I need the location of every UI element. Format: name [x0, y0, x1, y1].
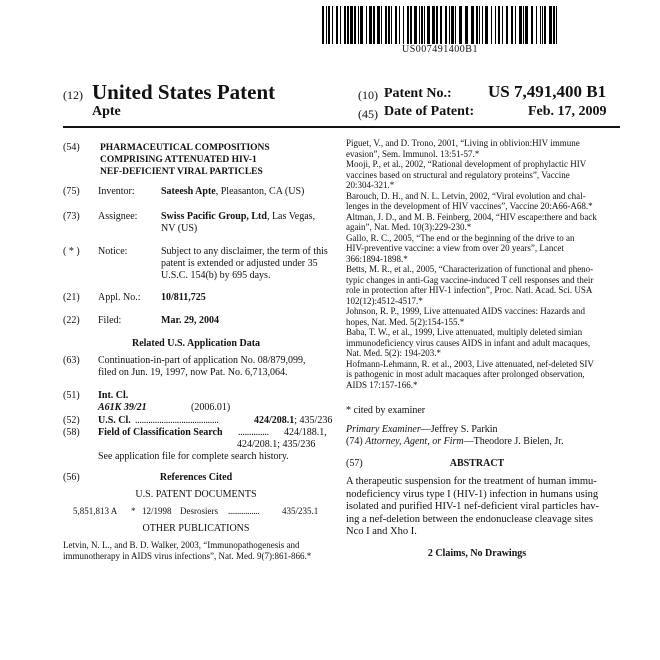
- assignee-name: Swiss Pacific Group, Ltd: [161, 211, 267, 222]
- field-label: Field of Classification Search: [98, 427, 223, 438]
- barcode-bar: [536, 6, 537, 44]
- inventor-name: Sateesh Apte: [161, 186, 216, 197]
- continuation-line: filed on Jun. 19, 1997, now Pat. No. 6,713,064.: [98, 367, 288, 378]
- barcode-bar: [407, 6, 409, 44]
- field-classes-line1: 424/188.1,: [284, 427, 327, 438]
- us-doc-class: 435/235.1: [282, 506, 319, 516]
- barcode-bar: [336, 6, 338, 44]
- barcode-bar: [421, 6, 423, 44]
- barcode-bar: [485, 6, 488, 44]
- patent-title-line: PHARMACEUTICAL COMPOSITIONS: [100, 143, 270, 153]
- uscl-label: U.S. Cl.: [98, 415, 131, 426]
- barcode-bar: [553, 6, 555, 44]
- assignee-code: (73): [63, 211, 80, 222]
- barcode-bar: [525, 6, 528, 44]
- code-10: (10): [358, 88, 378, 102]
- barcode-bar: [515, 6, 516, 44]
- notice-line: U.S.C. 154(b) by 695 days.: [161, 270, 271, 281]
- reference-line: vaccines based on structural and regulatory proteins”, Vaccine: [346, 169, 570, 180]
- barcode-bar: [459, 6, 462, 44]
- barcode-number: US007491400B1: [402, 44, 478, 55]
- date-of-patent-label: Date of Patent:: [384, 104, 475, 119]
- inventor-code: (75): [63, 186, 80, 197]
- barcode-bar: [445, 6, 447, 44]
- barcode-bar: [471, 6, 474, 44]
- patent-number: US 7,491,400 B1: [488, 82, 607, 101]
- reference-line: 102(12):4512-4517.*: [346, 295, 423, 306]
- barcode-bar: [542, 6, 543, 44]
- barcode-bar: [502, 6, 503, 44]
- assignee-label: Assignee:: [98, 211, 138, 222]
- barcode-bar: [399, 6, 400, 44]
- primary-examiner-label: Primary Examiner: [346, 424, 421, 435]
- attorney-label: Attorney, Agent, or Firm: [365, 436, 464, 447]
- reference-line: lenges in the development of HIV vaccines”, Vaccine 20:A66-A68.*: [346, 201, 593, 211]
- us-doc-star: *: [131, 506, 136, 516]
- reference-line: AIDS 17:157-166.*: [346, 379, 418, 390]
- barcode-bar: [455, 6, 456, 44]
- us-doc-number: 5,851,813 A: [73, 506, 118, 516]
- barcode-bar: [322, 6, 324, 44]
- attorney-code: (74): [346, 436, 363, 447]
- right-references-list: [346, 138, 608, 390]
- reference-line: Mooji, P., et al., 2002, “Rational development of prophylactic HIV: [346, 159, 587, 169]
- barcode-bar: [366, 6, 367, 44]
- reference-line: Hofmann-Lehmann, R. et al., 2003, Live attenuated, nef-deleted SIV: [346, 358, 594, 369]
- intcl-class: A61K 39/21: [98, 402, 147, 413]
- patent-title: [100, 142, 270, 178]
- other-publication-line: Letvin, N. L., and B. D. Walker, 2003, “Immunopathogenesis and: [63, 540, 300, 550]
- reference-line: immunodeficiency virus causes AIDS in infant and adult macaques,: [346, 337, 591, 348]
- barcode-bar: [377, 6, 380, 44]
- reference-line: Altman, J. D., and M. B. Feinberg, 2004, “HIV escape:there and back: [346, 211, 597, 222]
- barcode-bar: [391, 6, 392, 44]
- barcode-bar: [344, 6, 346, 44]
- barcode-bar: [340, 6, 341, 44]
- abstract-heading: ABSTRACT: [449, 458, 505, 469]
- continuation-line: Continuation-in-part of application No. 08/879,099,: [98, 355, 306, 366]
- appl-number: 10/811,725: [161, 292, 206, 303]
- reference-line: Johnson, R. P., 1999, Live attenuated AIDS vaccines: Hazards and: [346, 306, 585, 316]
- reference-line: hopes, Nat. Med. 5(2):154-155.*: [346, 316, 465, 327]
- barcode-bar: [491, 6, 492, 44]
- continuation-code: (63): [63, 355, 80, 366]
- patent-title-line: COMPRISING ATTENUATED HIV-1: [100, 155, 257, 165]
- code-45: (45): [358, 107, 378, 121]
- barcode: [322, 6, 558, 44]
- inventor-location: , Pleasanton, CA (US): [215, 186, 305, 197]
- reference-line: Piguet, V., and D. Trono, 2001, “Living in oblivion:HIV immune: [346, 138, 580, 148]
- barcode-bar: [451, 6, 454, 44]
- barcode-bar: [523, 6, 524, 44]
- reference-line: is pathogenic in most adult macaques after prolonged observation,: [346, 369, 585, 379]
- barcode-bar: [381, 6, 382, 44]
- barcode-bar: [410, 6, 412, 44]
- barcode-bar: [495, 6, 496, 44]
- barcode-bar: [479, 6, 480, 44]
- patent-number-label: Patent No.:: [384, 86, 452, 101]
- abstract-code: (57): [346, 458, 363, 469]
- attorney: [346, 436, 564, 448]
- barcode-bar: [540, 6, 541, 44]
- barcode-bar: [440, 6, 442, 44]
- uscl-main-class: 424/208.1: [254, 415, 295, 426]
- reference-line: 20:304-321.*: [346, 180, 395, 190]
- barcode-bar: [388, 6, 390, 44]
- notice-code: ( * ): [63, 246, 80, 257]
- related-data-heading: Related U.S. Application Data: [131, 338, 261, 349]
- barcode-bar: [358, 6, 359, 44]
- us-patent-docs-heading: U.S. PATENT DOCUMENTS: [135, 489, 257, 500]
- barcode-bar: [465, 6, 468, 44]
- barcode-bar: [326, 6, 327, 44]
- date-of-patent: Feb. 17, 2009: [528, 104, 607, 119]
- us-doc-leader-dots: ................: [228, 506, 260, 516]
- barcode-bar: [498, 6, 500, 44]
- notice-label: Notice:: [98, 246, 128, 257]
- abstract-line: A therapeutic suspension for the treatment of human immu-: [346, 476, 597, 487]
- barcode-bar: [544, 6, 546, 44]
- other-publications-heading: OTHER PUBLICATIONS: [142, 523, 250, 534]
- reference-line: evasion”, Sem. Immunol. 13:51-57.*: [346, 148, 480, 159]
- barcode-bar: [414, 6, 417, 44]
- attorney-name: —Theodore J. Bielen, Jr.: [463, 436, 564, 447]
- abstract-line: Nco I and Xho I.: [346, 526, 417, 537]
- reference-line: Betts, M. R., et al., 2005, “Characterization of functional and pheno-: [346, 264, 594, 274]
- references-code: (56): [63, 472, 80, 483]
- abstract-line: ing a nef-deletion between the endonuclease cleavage sites: [346, 513, 593, 525]
- other-publication: [63, 540, 333, 561]
- barcode-bar: [385, 6, 387, 44]
- other-publication-line: immunotherapy in AIDS virus infections”, Nat. Med. 9(7):861-866.*: [63, 550, 312, 561]
- us-doc-name: Desrosiers: [180, 506, 218, 516]
- barcode-bar: [511, 6, 513, 44]
- assignee-field: [161, 211, 315, 223]
- intcl-year: (2006.01): [191, 402, 231, 413]
- title-code: (54): [63, 142, 80, 153]
- abstract-line: nodeficiency virus type I (HIV-1) infection in humans using: [346, 488, 599, 500]
- barcode-bar: [328, 6, 330, 44]
- barcode-bar: [332, 6, 333, 44]
- reference-line: typic changes in anti-Gag vaccine-induced T cell responses and their: [346, 274, 594, 285]
- barcode-bar: [432, 6, 435, 44]
- reference-line: Nat. Med. 5(2): 194-203.*: [346, 348, 441, 358]
- barcode-bar: [427, 6, 430, 44]
- abstract-text: [346, 476, 599, 539]
- filed-label: Filed:: [98, 315, 122, 326]
- reference-line: 366:1894-1898.*: [346, 253, 408, 264]
- uscl-other-classes: ; 435/236: [294, 415, 333, 426]
- field-classes-line2: 424/208.1; 435/236: [237, 439, 316, 450]
- barcode-bar: [449, 6, 450, 44]
- notice-line: patent is extended or adjusted under 35: [161, 258, 318, 269]
- barcode-bar: [373, 6, 375, 44]
- assignee-location: , Las Vegas,: [266, 211, 316, 222]
- code-12: (12): [63, 88, 83, 102]
- claims-summary: 2 Claims, No Drawings: [427, 548, 527, 559]
- barcode-bar: [403, 6, 404, 44]
- barcode-bar: [395, 6, 397, 44]
- field-code: (58): [63, 427, 80, 438]
- header-rule: [63, 126, 620, 128]
- barcode-bar: [476, 6, 478, 44]
- notice-line: Subject to any disclaimer, the term of this: [161, 246, 328, 257]
- uscl-classes: [254, 415, 332, 427]
- barcode-bar: [436, 6, 438, 44]
- reference-line: HIV-preventive vaccine: a view from over 20 years”, Lancet: [346, 243, 564, 253]
- barcode-bar: [424, 6, 425, 44]
- barcode-bar: [519, 6, 522, 44]
- assignee-location-line2: NV (US): [161, 223, 198, 234]
- abstract-line: isolated and purified HIV-1 nef-deficient viral particles hav-: [346, 501, 599, 512]
- barcode-bar: [419, 6, 420, 44]
- primary-examiner: [346, 424, 497, 436]
- barcode-bar: [531, 6, 533, 44]
- continuation-text: [98, 355, 305, 379]
- barcode-bar: [350, 6, 353, 44]
- us-doc-date: 12/1998: [142, 506, 172, 516]
- filed-date: Mar. 29, 2004: [161, 315, 219, 326]
- reference-line: again”, Nat. Med. 10(3):229-230.*: [346, 222, 472, 232]
- intcl-code: (51): [63, 390, 80, 401]
- cited-by-examiner-note: * cited by examiner: [346, 405, 426, 416]
- reference-line: role in protection after HIV-1 infection”, Proc. Natl. Acad. Sci. USA: [346, 285, 593, 295]
- barcode-bar: [369, 6, 372, 44]
- filed-code: (22): [63, 315, 80, 326]
- field-leader-dots: ..............: [238, 427, 269, 438]
- reference-line: Baba, T. W., et al., 1999, Live attenuated, multiply deleted simian: [346, 327, 583, 337]
- barcode-bar: [360, 6, 363, 44]
- barcode-bar: [549, 6, 552, 44]
- barcode-bar: [347, 6, 349, 44]
- inventor-field: [161, 186, 304, 198]
- uscl-code: (52): [63, 415, 80, 426]
- notice-text: [161, 246, 329, 282]
- primary-examiner-name: —Jeffrey S. Parkin: [420, 424, 498, 435]
- patent-title-line: NEF-DEFICIENT VIRAL PARTICLES: [100, 167, 263, 177]
- reference-line: Gallo, R. C., 2005, “The end or the beginning of the drive to an: [346, 232, 575, 243]
- inventor-label: Inventor:: [98, 186, 135, 197]
- inventor-short-name: Apte: [92, 104, 121, 119]
- barcode-bar: [482, 6, 483, 44]
- appl-code: (21): [63, 292, 80, 303]
- appl-label: Appl. No.:: [98, 292, 141, 303]
- barcode-bar: [556, 6, 557, 44]
- uscl-leader-dots: ......................................: [135, 415, 219, 426]
- barcode-bar: [506, 6, 508, 44]
- field-search-note: See application file for complete search history.: [98, 451, 289, 462]
- document-type-title: United States Patent: [92, 80, 276, 104]
- references-heading: References Cited: [159, 472, 233, 483]
- intcl-label: Int. Cl.: [98, 390, 129, 401]
- reference-line: Barouch, D. H., and N. L. Letvin, 2002, “Viral evolution and chal-: [346, 190, 586, 201]
- barcode-bar: [354, 6, 356, 44]
